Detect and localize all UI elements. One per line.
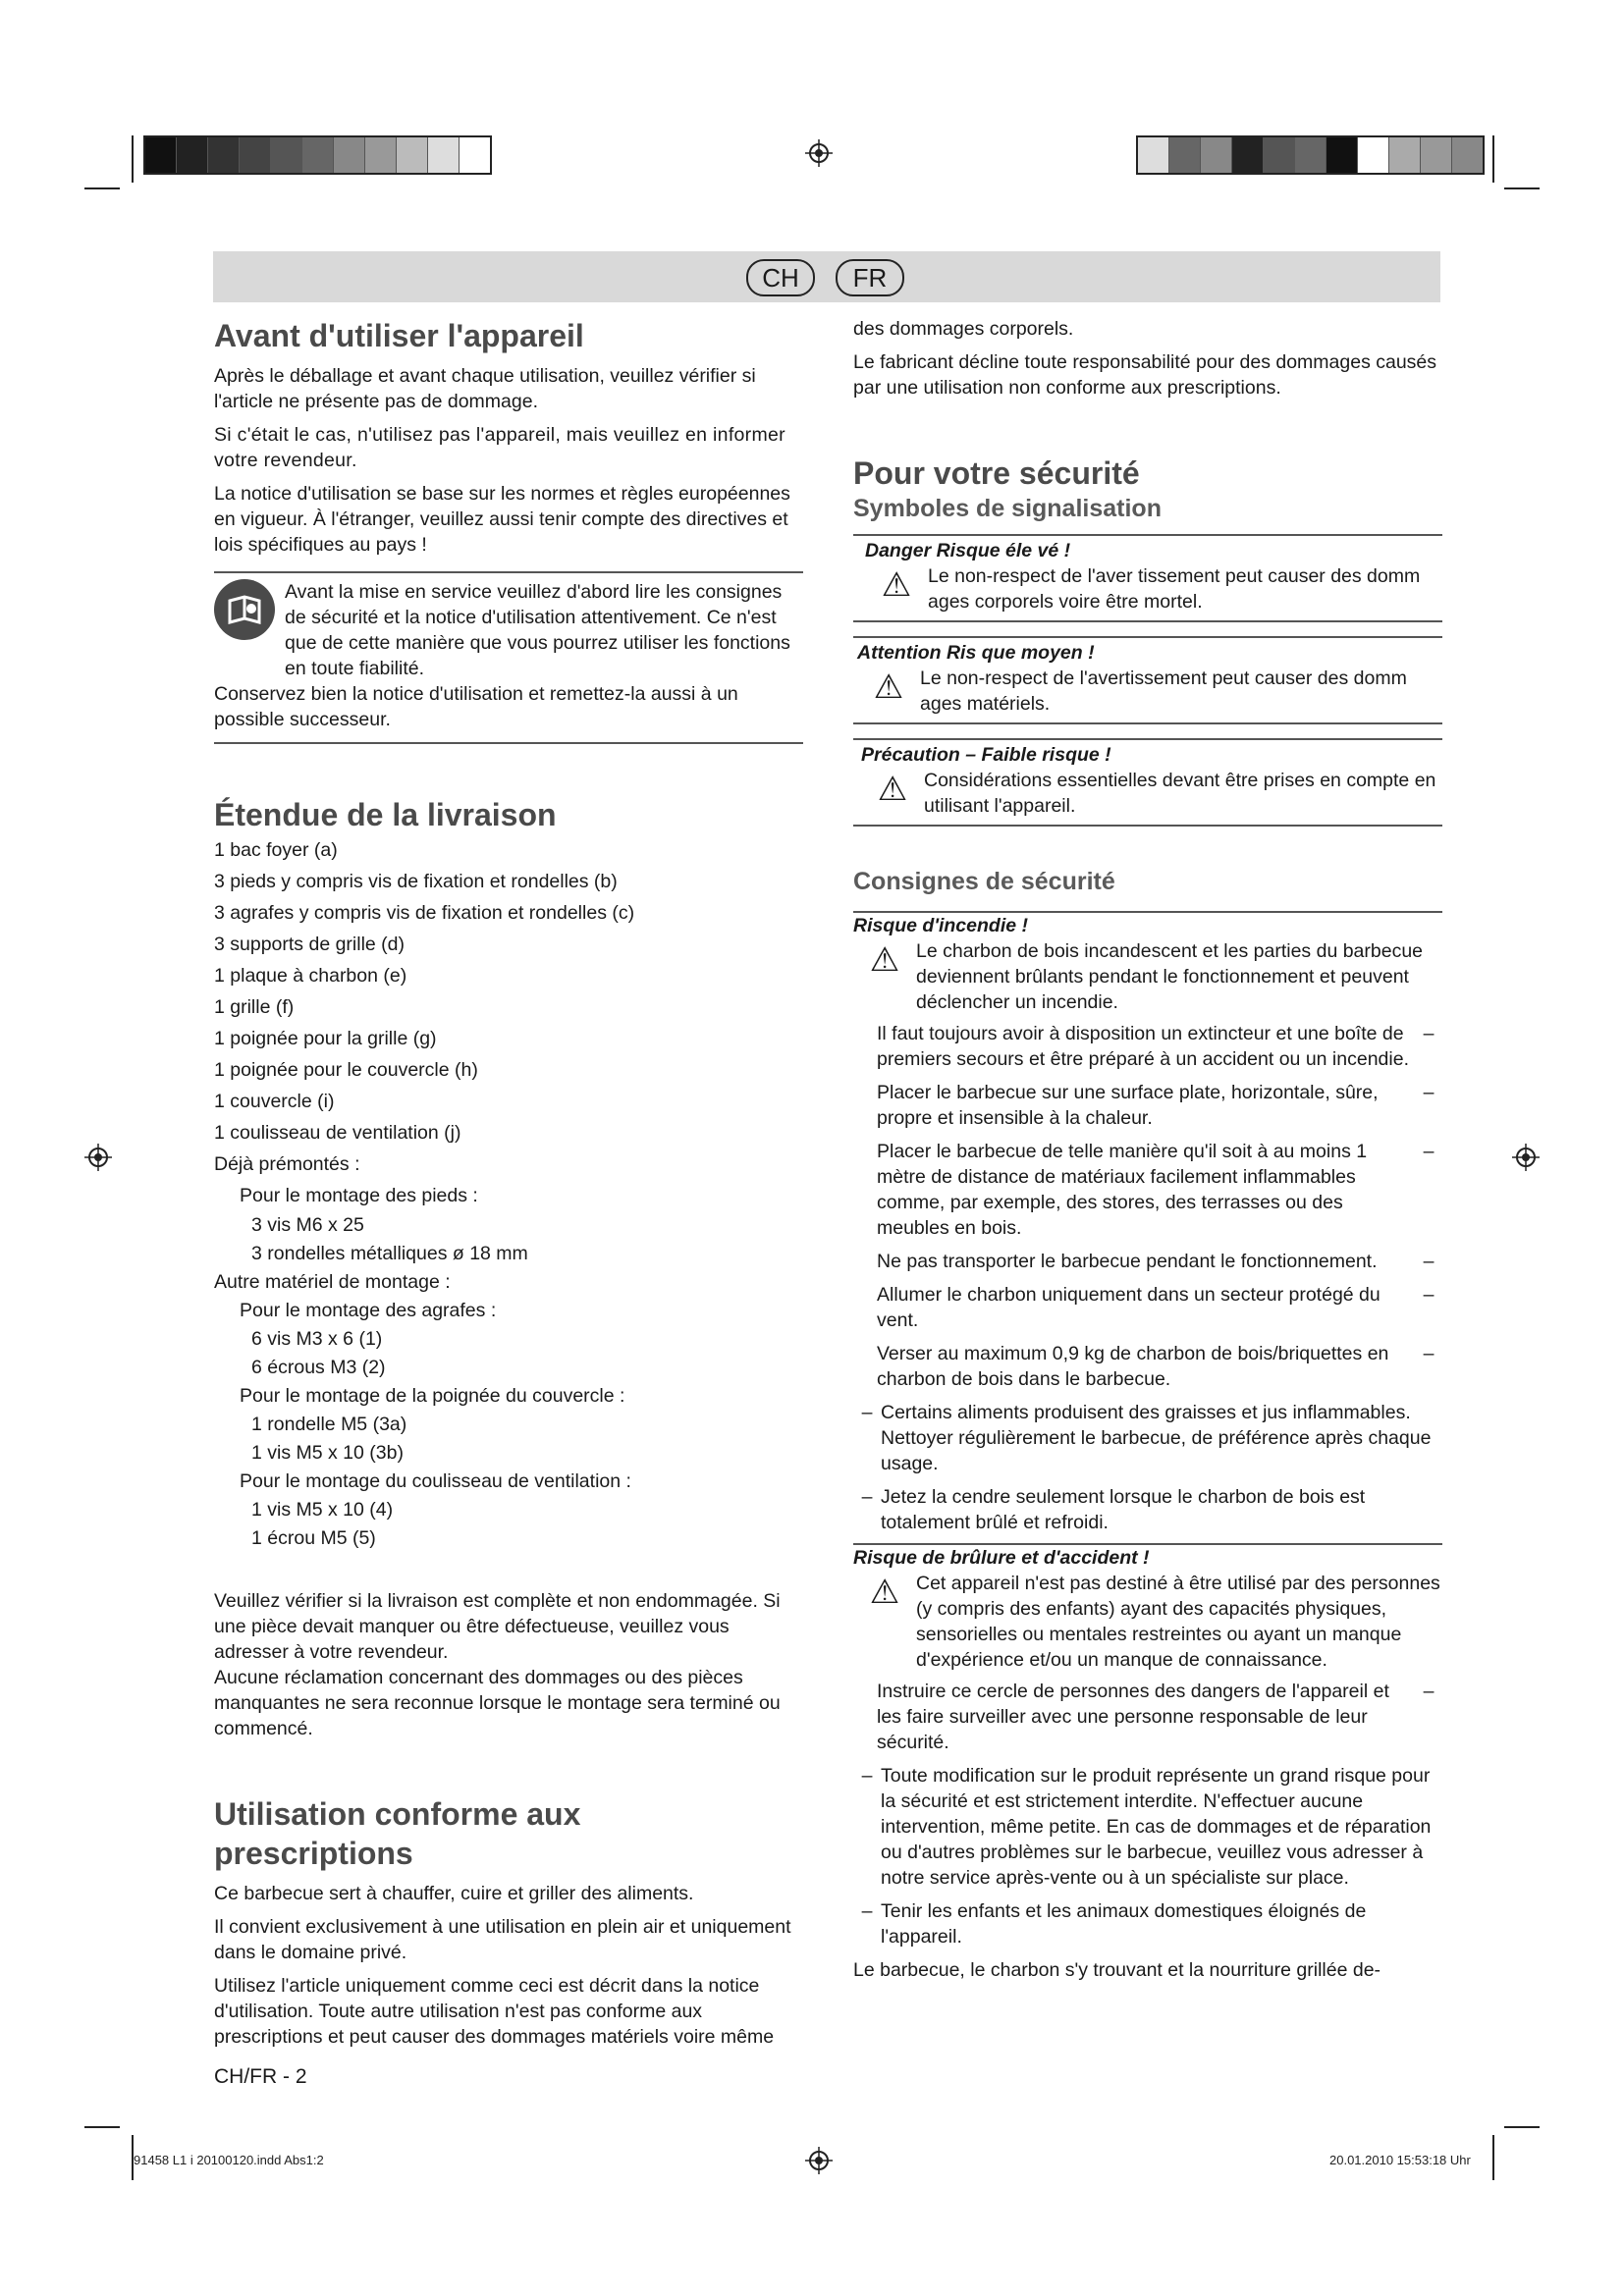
warning-triangle-icon: ⚠ bbox=[869, 1574, 900, 1611]
warning-precaution bbox=[853, 740, 1442, 825]
paragraph: Aucune réclamation concernant des dommages ou des pièces manquantes ne sera reconnue lorsque le montage sera terminé ou commencé. bbox=[214, 1667, 781, 1739]
paragraph: Après le déballage et avant chaque utilisation, veuillez vérifier si l'article ne présente pas de dommage. bbox=[214, 365, 756, 412]
list-item: 1 poignée pour la grille (g) bbox=[214, 1028, 437, 1049]
registration-mark-icon bbox=[805, 2147, 833, 2174]
list-item: Instruire ce cercle de personnes des dangers de l'appareil et les faire surveiller avec une personne responsable de leur sécurité. – bbox=[877, 1681, 1435, 1753]
section-title-intended-use: Utilisation conforme aux prescriptions bbox=[214, 1796, 581, 1871]
warning-text: Considérations essentielles devant être prises en compte en utilisant l'appareil. bbox=[924, 770, 1436, 817]
other-material-label: Autre matériel de montage : bbox=[214, 1271, 451, 1293]
warning-text: Le non-respect de l'aver tissement peut causer des domm ages corporels voire être mortel. bbox=[928, 565, 1421, 613]
list-item: 1 poignée pour le couvercle (h) bbox=[214, 1059, 478, 1081]
paragraph: Ce barbecue sert à chauffer, cuire et griller des aliments. bbox=[214, 1883, 694, 1904]
paragraph: Veuillez vérifier si la livraison est complète et non endommagée. Si une pièce devait manquer ou être défectueuse, veuillez vous adresser à votre revendeur. bbox=[214, 1590, 781, 1663]
paragraph: Si c'était le cas, n'utilisez pas l'appareil, mais veuillez en informer votre revendeur. bbox=[214, 424, 785, 471]
burn-risk-title: Risque de brûlure et d'accident ! bbox=[853, 1547, 1150, 1569]
warning-title: Attention Ris que moyen ! bbox=[857, 642, 1095, 664]
section-title-delivery: Étendue de la livraison bbox=[214, 797, 557, 832]
crop-mark bbox=[84, 187, 120, 189]
lid-handle-label: Pour le montage de la poignée du couvercle : bbox=[240, 1385, 625, 1407]
read-manual-note bbox=[214, 573, 803, 681]
list-item: 1 coulisseau de ventilation (j) bbox=[214, 1122, 461, 1144]
crop-mark bbox=[1504, 2126, 1540, 2128]
warning-triangle-icon: ⚠ bbox=[869, 941, 900, 979]
color-bar-right bbox=[1136, 135, 1485, 175]
page-number: CH/FR - 2 bbox=[214, 2065, 307, 2088]
right-column bbox=[853, 316, 1442, 1983]
warning-triangle-icon: ⚠ bbox=[873, 668, 904, 706]
warning-title: Précaution – Faible risque ! bbox=[861, 744, 1111, 766]
warning-triangle-icon: ⚠ bbox=[881, 566, 912, 604]
premounted-label: Déjà prémontés : bbox=[214, 1153, 360, 1175]
registration-mark-icon bbox=[805, 139, 833, 167]
clips-label: Pour le montage des agrafes : bbox=[240, 1300, 497, 1321]
burn-risk-block bbox=[853, 1571, 1442, 1673]
paragraph: La notice d'utilisation se base sur les normes et règles européennes en vigueur. À l'étranger, veuillez aussi tenir compte des directives et lois spécifiques au pays ! bbox=[214, 483, 790, 556]
warning-text: Le non-respect de l'avertissement peut causer des domm ages matériels. bbox=[920, 667, 1407, 715]
registration-mark-icon bbox=[84, 1144, 112, 1171]
crop-mark bbox=[1492, 135, 1494, 183]
color-bar-left bbox=[143, 135, 492, 175]
subsection-title-instructions: Consignes de sécurité bbox=[853, 868, 1115, 895]
warning-triangle-icon: ⚠ bbox=[877, 771, 908, 808]
crop-mark bbox=[132, 135, 134, 183]
list-item: 1 écrou M5 (5) bbox=[251, 1527, 376, 1549]
list-item: 1 vis M5 x 10 (3b) bbox=[251, 1442, 404, 1464]
warning-attention bbox=[853, 638, 1442, 722]
vent-label: Pour le montage du coulisseau de ventilation : bbox=[240, 1470, 631, 1492]
file-slug: 91458 L1 i 20100120.indd Abs1:2 bbox=[134, 2153, 324, 2167]
legs-label: Pour le montage des pieds : bbox=[240, 1185, 478, 1206]
burn-safety-list bbox=[853, 1679, 1442, 1949]
date-slug: 20.01.2010 15:53:18 Uhr bbox=[1329, 2153, 1471, 2167]
crop-mark bbox=[84, 2126, 120, 2128]
fire-safety-list bbox=[853, 1021, 1442, 1392]
list-item: 3 supports de grille (d) bbox=[214, 934, 406, 955]
paragraph: des dommages corporels. bbox=[853, 318, 1074, 340]
list-item: 6 écrous M3 (2) bbox=[251, 1357, 386, 1378]
list-item: 1 couvercle (i) bbox=[214, 1091, 335, 1112]
paragraph: Le fabricant décline toute responsabilité pour des dommages causés par une utilisation non conforme aux prescriptions. bbox=[853, 351, 1437, 399]
list-item: 1 grille (f) bbox=[214, 996, 295, 1018]
language-header-band bbox=[213, 251, 1440, 302]
list-item: 3 rondelles métalliques ø 18 mm bbox=[251, 1243, 528, 1264]
list-item: Il faut toujours avoir à disposition un extincteur et une boîte de premiers secours et être préparé à un accident ou un incendie. – bbox=[877, 1023, 1435, 1070]
list-item: 3 pieds y compris vis de fixation et rondelles (b) bbox=[214, 871, 618, 892]
delivery-list bbox=[214, 834, 803, 1148]
list-item: – Toute modification sur le produit représente un grand risque pour la sécurité et est strictement interdite. N'effectuer aucune intervention, même petite. En cas de dommages et de réparation ou d'autres problèmes sur le barbecue, veuillez vous adresser à notre service après-vente ou à un spécialiste sur place. bbox=[861, 1765, 1432, 1889]
crop-mark bbox=[1492, 2135, 1494, 2180]
paragraph: Il convient exclusivement à une utilisation en plein air et uniquement dans le domaine privé. bbox=[214, 1916, 791, 1963]
list-item: 1 plaque à charbon (e) bbox=[214, 965, 407, 987]
list-item: 3 agrafes y compris vis de fixation et rondelles (c) bbox=[214, 902, 635, 924]
list-item: Ne pas transporter le barbecue pendant le fonctionnement. – bbox=[877, 1251, 1435, 1272]
lang-code-ch: CH bbox=[746, 259, 815, 296]
section-title-safety: Pour votre sécurité bbox=[853, 455, 1140, 491]
note-read-instructions: Avant la mise en service veuillez d'abord lire les consignes de sécurité et la notice d'utilisation attentivement. Ce n'est que de cette manière que vous pourrez utiliser les fonctions en toute fiabilité. bbox=[285, 581, 790, 679]
paragraph: Le barbecue, le charbon s'y trouvant et la nourriture grillée de- bbox=[853, 1959, 1381, 1981]
list-item: – Jetez la cendre seulement lorsque le charbon de bois est totalement brûlé et refroidi. bbox=[861, 1486, 1366, 1533]
warning-danger bbox=[853, 536, 1442, 620]
lang-code-fr: FR bbox=[836, 259, 904, 296]
read-manual-icon bbox=[214, 579, 275, 640]
list-item: Allumer le charbon uniquement dans un secteur protégé du vent. – bbox=[877, 1284, 1435, 1331]
note-keep-manual: Conservez bien la notice d'utilisation et remettez-la aussi à un possible successeur. bbox=[214, 683, 738, 730]
left-column bbox=[214, 316, 803, 2050]
warning-text: Le charbon de bois incandescent et les parties du barbecue deviennent brûlants pendant le fonctionnement et peuvent déclencher un incendie. bbox=[916, 940, 1424, 1013]
list-item: – Certains aliments produisent des graisses et jus inflammables. Nettoyer régulièrement le barbecue, de préférence après chaque usage. bbox=[861, 1402, 1432, 1474]
fire-risk-title: Risque d'incendie ! bbox=[853, 915, 1028, 936]
warning-text: Cet appareil n'est pas destiné à être utilisé par des personnes (y compris des enfants) ayant des capacités physiques, sensorielles ou mentales restreintes ou ayant un manque d'expérience et/ou un manque de connaissance. bbox=[916, 1573, 1440, 1671]
fire-risk-block bbox=[853, 938, 1442, 1015]
list-item: – Tenir les enfants et les animaux domestiques éloignés de l'appareil. bbox=[861, 1900, 1367, 1948]
list-item: 6 vis M3 x 6 (1) bbox=[251, 1328, 383, 1350]
paragraph: Utilisez l'article uniquement comme ceci est décrit dans la notice d'utilisation. Toute autre utilisation n'est pas conforme aux prescriptions et peut causer des dommages matériels voire même bbox=[214, 1975, 775, 2048]
list-item: 1 bac foyer (a) bbox=[214, 839, 338, 861]
registration-mark-icon bbox=[1512, 1144, 1540, 1171]
list-item: 3 vis M6 x 25 bbox=[251, 1214, 364, 1236]
subsection-title-symbols: Symboles de signalisation bbox=[853, 495, 1162, 522]
list-item: Placer le barbecue de telle manière qu'il soit à au moins 1 mètre de distance de matériaux facilement inflammables comme, par exemple, des stores, des terrasses ou des meubles en bois. – bbox=[877, 1141, 1435, 1239]
list-item: 1 vis M5 x 10 (4) bbox=[251, 1499, 394, 1521]
warning-title: Danger Risque éle vé ! bbox=[865, 540, 1071, 561]
list-item: 1 rondelle M5 (3a) bbox=[251, 1414, 407, 1435]
list-item: Placer le barbecue sur une surface plate, horizontale, sûre, propre et insensible à la chaleur. – bbox=[877, 1082, 1435, 1129]
list-item: Verser au maximum 0,9 kg de charbon de bois/briquettes en charbon de bois dans le barbecue. – bbox=[877, 1343, 1435, 1390]
section-title-before-use: Avant d'utiliser l'appareil bbox=[214, 318, 584, 353]
crop-mark bbox=[1504, 187, 1540, 189]
